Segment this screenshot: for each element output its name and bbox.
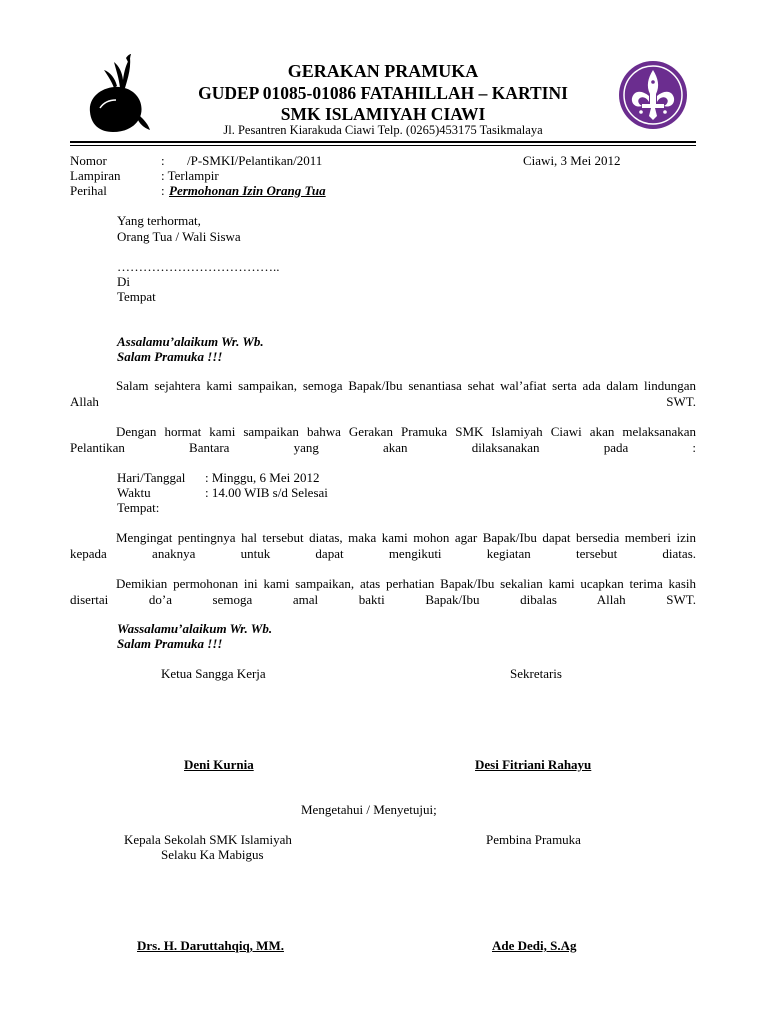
ketua-title: Ketua Sangga Kerja: [161, 666, 266, 681]
hari-label: Hari/Tanggal: [117, 470, 186, 485]
lampiran-label: Lampiran: [70, 168, 121, 183]
paragraph-2: Dengan hormat kami sampaikan bahwa Gerakan Pramuka SMK Islamiyah Ciawi akan melaksanakan Pelantikan Bantara yang akan dilaksanakan pada :: [70, 424, 696, 455]
recipient-tempat: Tempat: [117, 289, 156, 304]
paragraph-1: Salam sejahtera kami sampaikan, semoga Bapak/Ibu senantiasa sehat wal’afiat serta ada dalam lindungan Allah SWT.: [70, 378, 696, 409]
pembina-name: Ade Dedi, S.Ag: [492, 938, 577, 953]
lampiran-value: : Terlampir: [161, 168, 219, 183]
salam-pramuka-opening: Salam Pramuka !!!: [117, 349, 223, 364]
recipient-name: Orang Tua / Wali Siswa: [117, 229, 241, 244]
salam-opening: Assalamu’alaikum Wr. Wb.: [117, 334, 264, 349]
org-name: GERAKAN PRAMUKA: [287, 61, 479, 81]
sekretaris-title: Sekretaris: [510, 666, 562, 681]
fleur-de-lis-icon: [618, 60, 688, 130]
paragraph-3: Mengingat pentingnya hal tersebut diatas, maka kami mohon agar Bapak/Ibu dapat bersedia memberi izin kepada anaknya untuk dapat mengikuti kegiatan tersebut diatas.: [70, 530, 696, 561]
nomor-colon: :: [161, 153, 165, 168]
pembina-title: Pembina Pramuka: [486, 832, 581, 847]
waktu-value: : 14.00 WIB s/d Selesai: [205, 485, 328, 500]
salam-closing: Wassalamu’alaikum Wr. Wb.: [117, 621, 273, 636]
tunas-kelapa-icon: [86, 52, 152, 138]
ketua-name: Deni Kurnia: [184, 757, 254, 772]
sekretaris-name: Desi Fitriani Rahayu: [475, 757, 592, 772]
perihal-colon: :: [161, 183, 165, 198]
nomor-label: Nomor: [70, 153, 107, 168]
gudep-name: GUDEP 01085-01086 FATAHILLAH – KARTINI: [198, 83, 568, 103]
school-address: Jl. Pesantren Kiarakuda Ciawi Telp. (0265)453175 Tasikmalaya: [223, 123, 543, 137]
waktu-label: Waktu: [117, 485, 151, 500]
salam-pramuka-closing: Salam Pramuka !!!: [117, 636, 223, 651]
recipient-dots: ………………………………..: [117, 259, 280, 274]
letter-date: Ciawi, 3 Mei 2012: [523, 153, 621, 168]
recipient-di: Di: [117, 274, 130, 289]
recipient-greeting: Yang terhormat,: [117, 213, 201, 228]
perihal-value: Permohonan Izin Orang Tua: [169, 183, 326, 198]
header-divider-thick: [70, 141, 696, 143]
hari-value: : Minggu, 6 Mei 2012: [205, 470, 320, 485]
header-divider-thin: [70, 145, 696, 146]
kepsek-name: Drs. H. Daruttahqiq, MM.: [137, 938, 284, 953]
paragraph-4: Demikian permohonan ini kami sampaikan, atas perhatian Bapak/Ibu sekalian kami ucapkan terima kasih disertai do’a semoga amal bakti Bapak/Ibu dibalas Allah SWT.: [70, 576, 696, 607]
perihal-label: Perihal: [70, 183, 107, 198]
nomor-value: /P-SMKI/Pelantikan/2011: [187, 153, 323, 168]
mengetahui-label: Mengetahui / Menyetujui;: [301, 802, 437, 817]
kepsek-subtitle: Selaku Ka Mabigus: [161, 847, 264, 862]
kepsek-title: Kepala Sekolah SMK Islamiyah: [124, 832, 292, 847]
school-name: SMK ISLAMIYAH CIAWI: [280, 104, 486, 124]
tempat-label: Tempat:: [117, 500, 160, 515]
